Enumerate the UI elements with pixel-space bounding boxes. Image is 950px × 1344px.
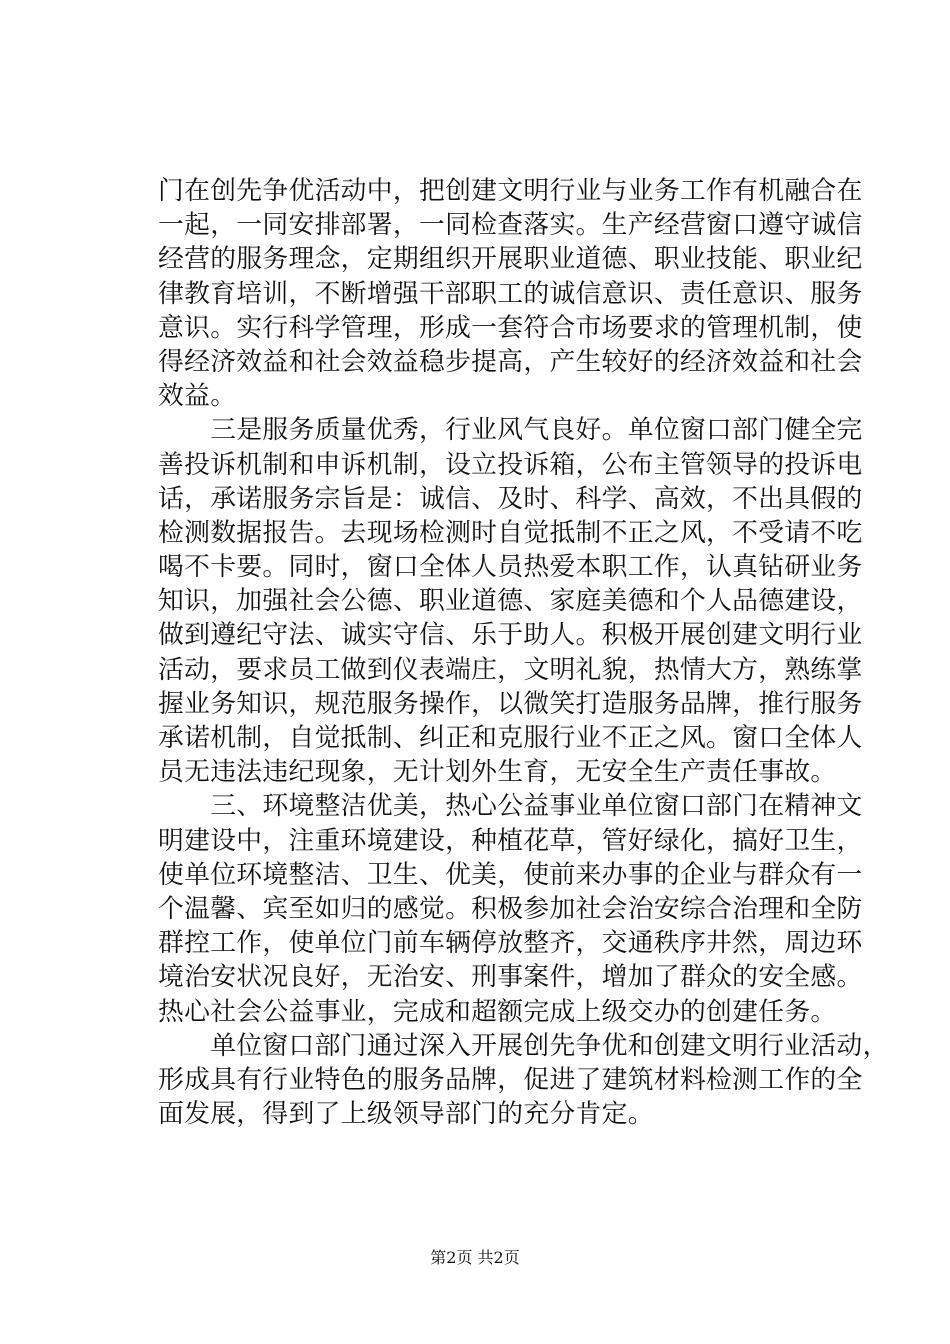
text-line: 群控工作，使单位门前车辆停放整齐，交通秩序井然，周边环 bbox=[158, 928, 863, 959]
text-line: 三是服务质量优秀，行业风气良好。单位窗口部门健全完 bbox=[158, 415, 863, 446]
text-line: 活动，要求员工做到仪表端庄，文明礼貌，热情大方，熟练掌 bbox=[158, 654, 863, 685]
text-line: 承诺机制，自觉抵制、纠正和克服行业不正之风。窗口全体人 bbox=[158, 723, 863, 753]
text-line: 境治安状况良好，无治安、刑事案件，增加了群众的安全感。 bbox=[158, 962, 863, 993]
text-line: 检测数据报告。去现场检测时自觉抵制不正之风，不受请不吃 bbox=[158, 517, 863, 548]
text-line: 意识。实行科学管理，形成一套符合市场要求的管理机制，使 bbox=[158, 312, 863, 343]
text-line: 使单位环境整洁、卫生、优美，使前来办事的企业与群众有一 bbox=[158, 859, 863, 890]
text-line: 单位窗口部门通过深入开展创先争优和创建文明行业活动， bbox=[158, 1030, 889, 1061]
text-line: 面发展，得到了上级领导部门的充分肯定。 bbox=[158, 1099, 654, 1130]
text-line: 善投诉机制和申诉机制，设立投诉箱，公布主管领导的投诉电 bbox=[158, 449, 863, 480]
page-number: 第2页 共2页 bbox=[430, 1248, 520, 1267]
page-footer bbox=[0, 1245, 950, 1268]
text-line: 明建设中，注重环境建设，种植花草，管好绿化，搞好卫生， bbox=[158, 825, 863, 856]
text-line: 知识，加强社会公德、职业道德、家庭美德和个人品德建设， bbox=[158, 586, 863, 617]
text-line: 话，承诺服务宗旨是：诚信、及时、科学、高效，不出具假的 bbox=[158, 483, 863, 514]
text-line: 员无违法违纪现象，无计划外生育，无安全生产责任事故。 bbox=[158, 757, 837, 788]
text-line: 喝不卡要。同时，窗口全体人员热爱本职工作，认真钻研业务 bbox=[158, 552, 863, 583]
paragraph-2 bbox=[158, 413, 863, 789]
paragraph-1 bbox=[158, 174, 863, 413]
text-line: 形成具有行业特色的服务品牌，促进了建筑材料检测工作的全 bbox=[158, 1064, 863, 1095]
text-line: 握业务知识，规范服务操作，以微笑打造服务品牌，推行服务 bbox=[158, 688, 863, 719]
text-line: 个温馨、宾至如归的感觉。积极参加社会治安综合治理和全防 bbox=[158, 893, 863, 924]
text-line: 做到遵纪守法、诚实守信、乐于助人。积极开展创建文明行业 bbox=[158, 620, 863, 651]
text-line: 律教育培训，不断增强干部职工的诚信意识、责任意识、服务 bbox=[158, 278, 863, 309]
text-line: 一起，一同安排部署，一同检查落实。生产经营窗口遵守诚信 bbox=[158, 210, 863, 241]
document-body bbox=[158, 174, 889, 1131]
text-line: 三、环境整洁优美，热心公益事业单位窗口部门在精神文 bbox=[158, 791, 863, 822]
text-line: 热心社会公益事业，完成和超额完成上级交办的创建任务。 bbox=[158, 996, 837, 1027]
paragraph-4 bbox=[158, 1029, 889, 1132]
text-line: 门在创先争优活动中，把创建文明行业与业务工作有机融合在 bbox=[158, 176, 863, 206]
text-line: 经营的服务理念，定期组织开展职业道德、职业技能、职业纪 bbox=[158, 244, 863, 275]
text-line: 效益。 bbox=[158, 381, 237, 412]
paragraph-3 bbox=[158, 789, 863, 1028]
text-line: 得经济效益和社会效益稳步提高，产生较好的经济效益和社会 bbox=[158, 346, 863, 377]
